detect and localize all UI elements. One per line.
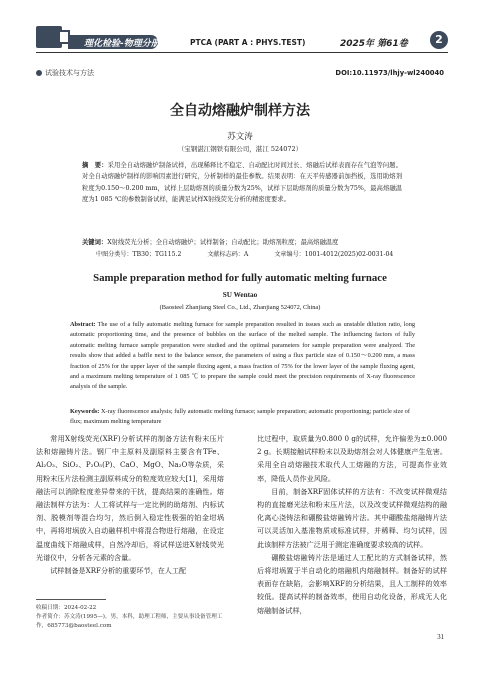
abstract-en bbox=[70, 320, 415, 393]
affiliation-cn: （宝钢湛江钢铁有限公司，湛江 524072） bbox=[177, 145, 303, 153]
keywords-cn bbox=[82, 238, 402, 248]
bullet-icon bbox=[36, 70, 42, 76]
body-column-right bbox=[257, 432, 447, 617]
body-paragraph: 目前，制备XRF固体试样的方法有：不改变试样微观结构的直接磨光法和粉末压片法，以及改变试样微观结构的融化离心浇铸法和硼酸盐熔融铸片法。其中硼酸盐熔融铸片法可以灵活加入基准物质或标准试样，并稀释、均匀试样，因此该制样方法被广泛用于测定准确度要求较高的试样。 bbox=[257, 486, 447, 549]
abstract-cn-text: 采用全自动熔融炉制备试样，出现稀释比不稳定、自动配比时间过长、熔融后试样表面存在气泡等问题。对全自动熔融炉制样的影响因素进行研究，分析制样的最佳参数。结果表明：在天平传感器前加挡板，选用助熔剂粒度为0.150～0.200 mm，试样上层助熔剂的质量分数为25%，试样下层助熔剂的质量分数为75%，最高熔融温度为1 085 ℃的参数制备试样，能满足试样X射线荧光分析的精密度要求。 bbox=[82, 162, 403, 203]
abstract-en-label: Abstract: bbox=[70, 321, 96, 328]
author-en: SU Wentao bbox=[222, 291, 258, 299]
abstract-cn bbox=[82, 160, 402, 205]
body-paragraph: 试样制备是XRF分析的重要环节，在人工配 bbox=[50, 566, 187, 576]
body-paragraph: 比过程中，取质量为0.800 0 g的试样，允许偏差为±0.000 2 g。长期接触试样粉末以及助熔剂会对人体健康产生危害。采用全自动熔融技术取代人工熔融的方法，可提高作业效率，降低人员作业风险。 bbox=[257, 434, 447, 483]
keywords-en-label: Keywords: bbox=[70, 408, 100, 415]
body-column-left bbox=[36, 432, 224, 577]
author-bio: 作者简介：苏文涛(1995—)，男，本科，助理工程师，主要从事设备管理工作，685773@baosteel.com bbox=[36, 614, 223, 629]
journal-name-en: PTCA (PART A : PHYS.TEST) bbox=[190, 38, 306, 47]
clc-number: 中图分类号：TB30；TG115.2 bbox=[96, 251, 182, 258]
footnote-rule bbox=[36, 599, 106, 600]
abstract-cn-label: 摘 要： bbox=[82, 162, 108, 169]
page-header bbox=[0, 0, 480, 60]
received-date: 收稿日期：2024-02-22 bbox=[36, 605, 97, 611]
body-paragraph: 常用X射线荧光(XRF)分析试样的制备方法有粉末压片法和熔融铸片法。钢厂中主原料及副原料主要含有TFe、Al₂O₃、SiO₂、P₂O₅(P)、CaO、MgO、Na₂O等杂质，采用粉末压片法检测主副原料成分的粒度效应较大[1]，采用熔融法可以消除粒度差异带来的干扰，提高结果的准确性。熔融法制样方法为：人工将试样与一定比例的助熔剂、内标试剂、脱模剂等混合均匀，然后倒入稳定性极强的铂金坩埚中，再将坩埚放入自动融样机中将混合物进行熔融，在设定温度曲线下熔融成样，自然冷却后，将试样送进X射线荧光光谱仪中，分析各元素的含量。 bbox=[36, 434, 224, 562]
column-tag bbox=[36, 68, 94, 78]
article-number: 文章编号：1001-4012(2025)02-0031-04 bbox=[274, 251, 394, 258]
issue-label: 2025年 第61卷 bbox=[340, 39, 408, 49]
column-tag-label: 试验技术与方法 bbox=[45, 69, 94, 77]
header-rule bbox=[36, 52, 448, 53]
affiliation-en: (Baosteel Zhanjiang Steel Co., Ltd., Zhanjiang 524072, China) bbox=[159, 304, 321, 311]
footnote bbox=[36, 604, 224, 631]
journal-name-cn: 理化检验-物理分册 bbox=[84, 39, 160, 49]
body-paragraph: 硼酸盐熔融铸片法是通过人工配比的方式制备试样，然后将坩埚置于半自动化的熔融机内熔融制样。制备好的试样表面存在缺陷，会影响XRF的分析结果，且人工制样的效率较低。提高试样的制备效率，使用自动化设备，形成无人化熔融制备试样， bbox=[257, 552, 447, 615]
abstract-en-text: The use of a fully automatic melting furnace for sample preparation resulted in issues such as unstable dilution ratio, long automatic proportioning time, and the presence of bubbles on the surface of the melted sample. The influencing factors of fully automatic melting furnace sample preparation were studied and the optimal parameters for sample preparation were analyzed. The results show that added a baffle next to the balance sensor, the parameters of using a flux particle size of 0.150～0.200 mm, a mass fraction of 25% for the upper layer of the sample fluxing agent, a mass fraction of 75% for the lower layer of the sample fluxing agent, and a maximum melting temperature of 1 085 ℃ to prepare the sample could meet the precision requirements of X-ray fluorescence analysis of the sample. bbox=[70, 321, 415, 391]
page-number: 31 bbox=[437, 634, 444, 641]
issue-number-badge: 2 bbox=[430, 31, 448, 49]
doi[interactable]: DOI:10.11973/lhjy-wl240040 bbox=[335, 69, 444, 77]
title-cn: 全自动熔融炉制样方法 bbox=[170, 103, 310, 119]
title-en: Sample preparation method for fully automatic melting furnace bbox=[93, 272, 387, 284]
keywords-cn-label: 关键词： bbox=[82, 239, 108, 246]
keywords-cn-text: X射线荧光分析；全自动熔融炉；试样制备；自动配比；助熔剂粒度；最高熔融温度 bbox=[107, 239, 339, 246]
document-code: 文献标志码：A bbox=[207, 251, 249, 258]
classification-meta bbox=[96, 249, 393, 258]
keywords-en-text: X-ray fluorescence analysis; fully automatic melting furnace; sample preparation; automatic proportioning; particle size of flux; maximum melting temperature bbox=[70, 408, 410, 425]
keywords-en bbox=[70, 407, 415, 427]
author-cn: 苏文涛 bbox=[227, 132, 253, 142]
